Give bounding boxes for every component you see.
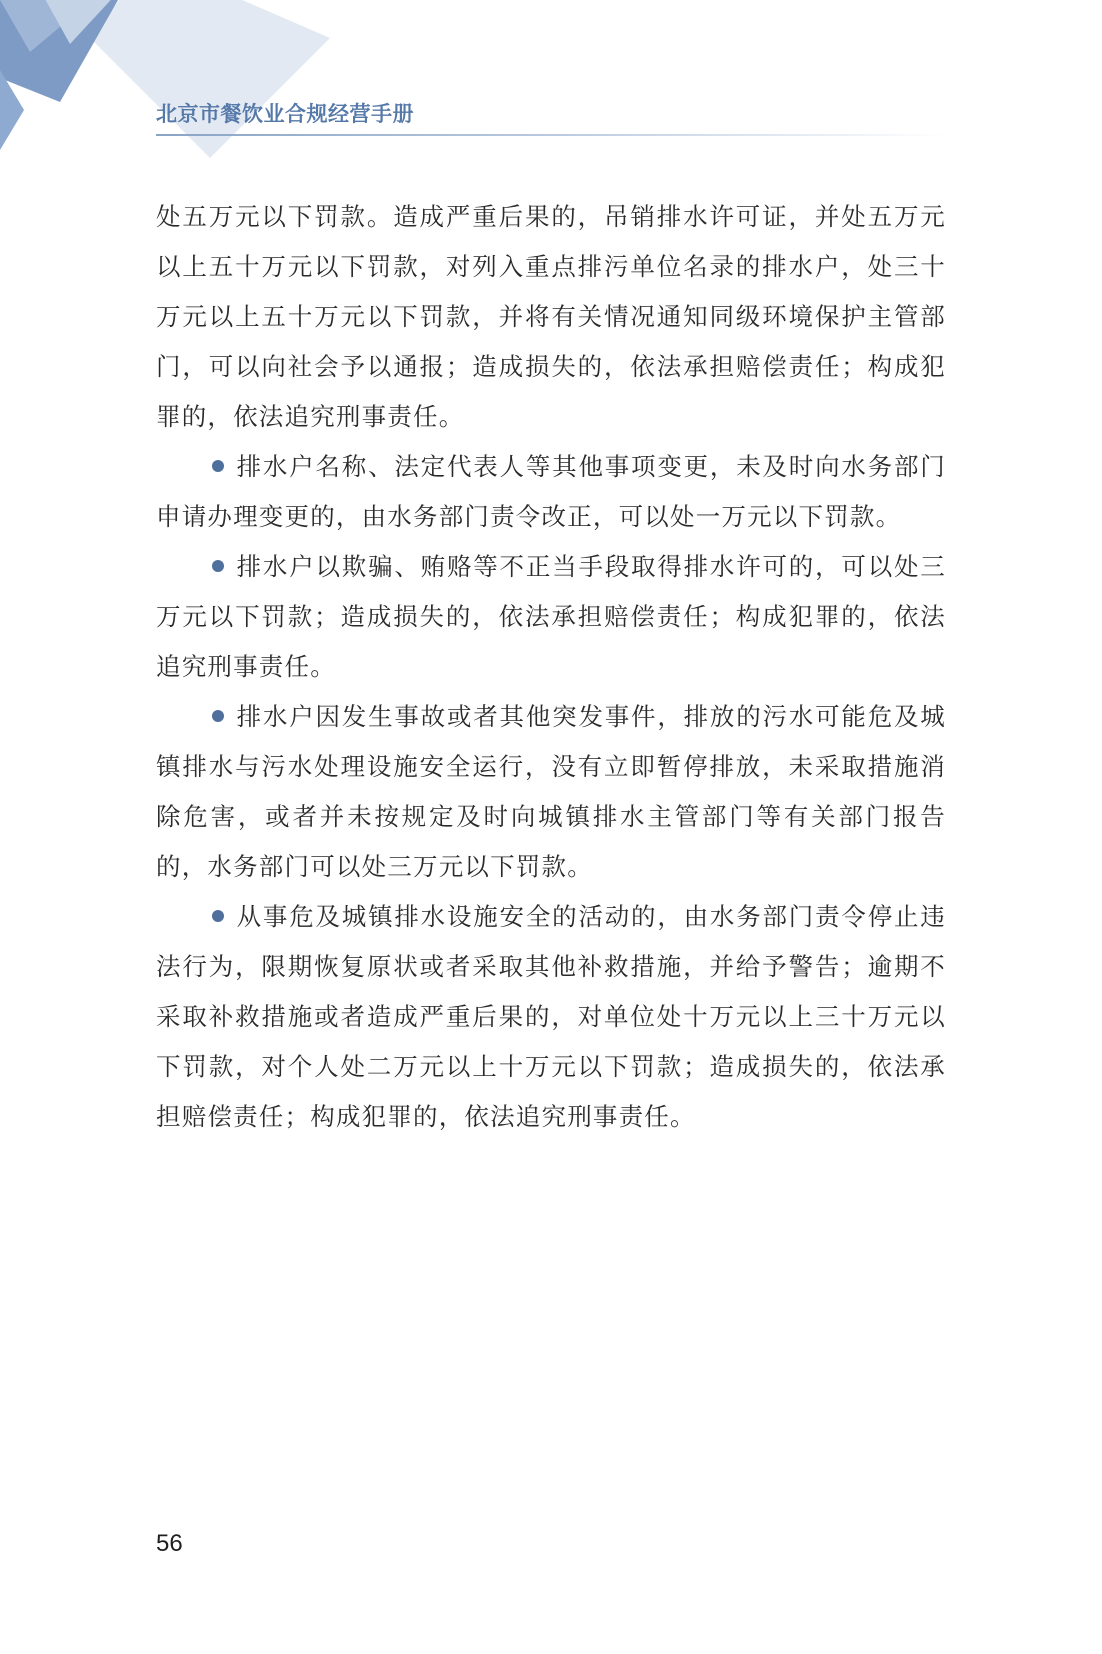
paragraph-text: 处五万元以下罚款。造成严重后果的，吊销排水许可证，并处五万元以上五十万元以下罚款，对列入重点排污单位名录的排水户，处三十万元以上五十万元以下罚款，并将有关情况通知同级环境保护主管部门，可以向社会予以通报；造成损失的，依法承担赔偿责任；构成犯罪的，依法追究刑事责任。 (156, 202, 946, 431)
bullet-paragraph (156, 692, 946, 892)
header-divider (156, 134, 946, 136)
bullet-dot-icon (212, 460, 224, 472)
paragraph-text: 排水户名称、法定代表人等其他事项变更，未及时向水务部门申请办理变更的，由水务部门责令改正，可以处一万元以下罚款。 (156, 452, 946, 531)
corner-diamond-decoration (0, 0, 360, 180)
running-header-title: 北京市餐饮业合规经营手册 (156, 102, 414, 126)
bullet-paragraph (156, 442, 946, 542)
bullet-dot-icon (212, 710, 224, 722)
bullet-paragraph (156, 892, 946, 1142)
bullet-paragraph (156, 542, 946, 692)
paragraph-text: 从事危及城镇排水设施安全的活动的，由水务部门责令停止违法行为，限期恢复原状或者采取其他补救措施，并给予警告；逾期不采取补救措施或者造成严重后果的，对单位处十万元以上三十万元以下罚款，对个人处二万元以上十万元以下罚款；造成损失的，依法承担赔偿责任；构成犯罪的，依法追究刑事责任。 (156, 902, 946, 1131)
page-number: 56 (156, 1530, 183, 1557)
paragraph-text: 排水户因发生事故或者其他突发事件，排放的污水可能危及城镇排水与污水处理设施安全运行，没有立即暂停排放，未采取措施消除危害，或者并未按规定及时向城镇排水主管部门等有关部门报告的，水务部门可以处三万元以下罚款。 (156, 702, 946, 881)
paragraph (156, 192, 946, 442)
bullet-dot-icon (212, 560, 224, 572)
body-text (156, 192, 946, 1142)
bullet-dot-icon (212, 910, 224, 922)
paragraph-text: 排水户以欺骗、贿赂等不正当手段取得排水许可的，可以处三万元以下罚款；造成损失的，依法承担赔偿责任；构成犯罪的，依法追究刑事责任。 (156, 552, 946, 681)
